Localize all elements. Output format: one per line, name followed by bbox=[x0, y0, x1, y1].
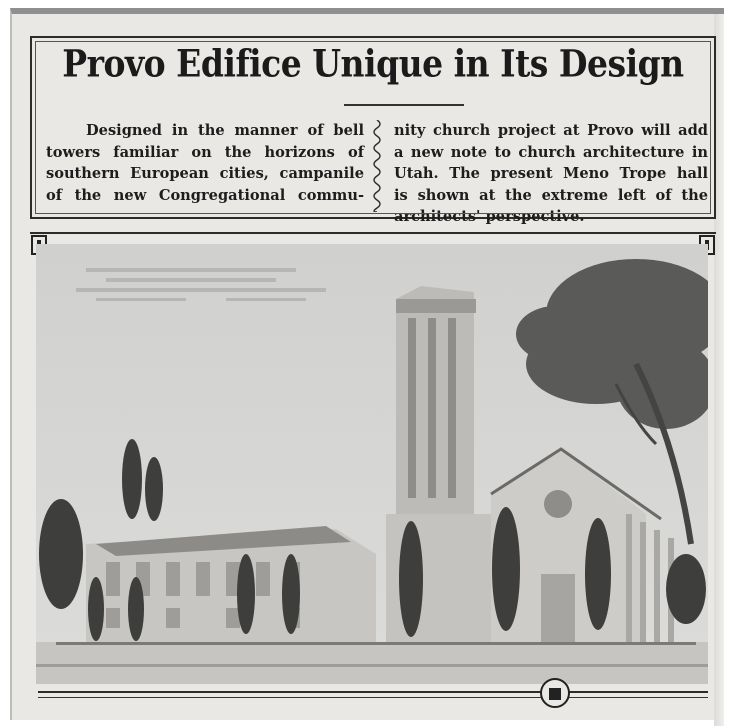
caption-line: is shown at the extreme left of the bbox=[394, 186, 708, 204]
headline-box bbox=[30, 36, 716, 225]
caption-column-left bbox=[46, 120, 364, 206]
caption-line: of the new Congregational commu- bbox=[46, 186, 364, 204]
caption-line: architects' perspective. bbox=[394, 208, 585, 225]
caption-column-right bbox=[394, 120, 708, 228]
newspaper-page bbox=[10, 8, 724, 720]
caption-line: towers familiar on the horizons of bbox=[46, 143, 364, 161]
church-perspective-illustration bbox=[36, 244, 708, 684]
illustration-frame bbox=[30, 232, 716, 712]
bottom-medallion-ornament-icon bbox=[535, 676, 575, 710]
headline-rule bbox=[344, 104, 464, 106]
headline: Provo Edifice Unique in Its Design bbox=[62, 41, 684, 86]
caption-line: southern European cities, campanile bbox=[46, 165, 364, 182]
illustration-bottom-rule bbox=[38, 691, 708, 698]
column-divider-squiggle bbox=[368, 120, 386, 212]
caption-line: Designed in the manner of bell bbox=[86, 122, 364, 139]
caption-line: Utah. The present Meno Trope hall bbox=[394, 165, 708, 182]
caption-line: a new note to church architecture in bbox=[394, 143, 708, 161]
caption-line: nity church project at Provo will add bbox=[394, 122, 708, 139]
